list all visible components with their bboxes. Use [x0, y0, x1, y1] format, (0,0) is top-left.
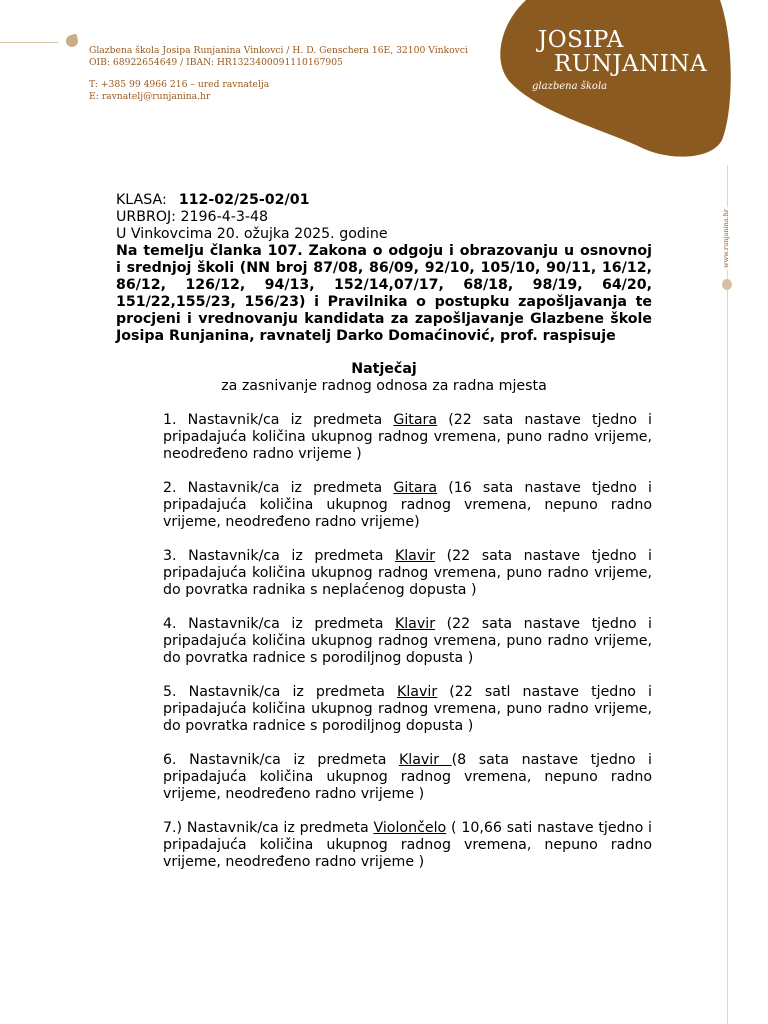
position-item — [163, 684, 652, 735]
position-item — [163, 752, 652, 803]
logo-title — [538, 28, 707, 76]
klasa-label: KLASA: — [116, 192, 167, 208]
logo-title-line2: RUNJANINA — [554, 51, 708, 77]
item-prefix: 4. Nastavnik/ca iz predmeta — [163, 616, 395, 632]
document-subheading: za zasnivanje radnog odnosa za radna mjesta — [221, 378, 547, 394]
side-divider — [727, 165, 728, 1024]
klasa-value: 112-02/25-02/01 — [178, 192, 310, 208]
decorative-line — [0, 42, 58, 43]
position-item — [163, 820, 652, 871]
urbroj: URBROJ: 2196-4-3-48 — [116, 209, 269, 225]
item-subject: Gitara — [393, 480, 438, 496]
position-item — [163, 616, 652, 667]
item-prefix: 1. Nastavnik/ca iz predmeta — [163, 412, 394, 428]
item-subject: Klavir — [398, 752, 452, 768]
position-item — [163, 480, 652, 531]
position-item — [163, 548, 652, 599]
school-address: Glazbena škola Josipa Runjanina Vinkovci / H. D. Genschera 16E, 32100 Vinkovci — [89, 45, 468, 56]
school-logo — [498, 0, 732, 158]
logo-blob — [498, 0, 732, 158]
item-details: (22 satl nastave tjedno i pripadajuća količina ukupnog radnog vremena, puno radno vrijeme, do povratka radnice s porodiljnog dopusta ) — [163, 684, 652, 734]
item-details: (16 sata nastave tjedno i pripadajuća količina ukupnog radnog vremena, nepuno radno vrijeme, neodređeno radno vrijeme) — [163, 480, 652, 530]
item-subject: Gitara — [393, 412, 438, 428]
klasa-row — [116, 192, 652, 209]
letterhead — [89, 45, 468, 102]
document-heading: Natječaj — [351, 361, 417, 377]
item-details: (22 sata nastave tjedno i pripadajuća količina ukupnog radnog vremena, puno radno vrijeme, do povratka radnice s porodiljnog dopusta ) — [163, 616, 653, 666]
school-phone: T: +385 99 4966 216 – ured ravnatelja — [89, 79, 270, 90]
item-details: (22 sata nastave tjedno i pripadajuća količina ukupnog radnog vremena, puno radno vrijeme, do povratka radnika s neplaćenog dopusta ) — [163, 548, 653, 598]
item-prefix: 6. Nastavnik/ca iz predmeta — [163, 752, 399, 768]
school-oib-iban: OIB: 68922654649 / IBAN: HR1323400091110167905 — [89, 56, 343, 68]
item-subject: Klavir — [394, 548, 436, 564]
item-prefix: 7.) Nastavnik/ca iz predmeta — [163, 820, 374, 836]
item-details: (22 sata nastave tjedno i pripadajuća količina ukupnog radnog vremena, puno radno vrijeme, neodređeno radno vrijeme ) — [163, 412, 652, 462]
item-details: ( 10,66 sati nastave tjedno i pripadajuća količina ukupnog radnog vremena, nepuno radno vrijeme, neodređeno radno vrijeme ) — [163, 820, 652, 870]
item-prefix: 2. Nastavnik/ca iz predmeta — [163, 480, 394, 496]
item-prefix: 3. Nastavnik/ca iz predmeta — [163, 548, 395, 564]
leaf-icon — [65, 34, 80, 49]
item-subject: Klavir — [394, 616, 436, 632]
intro-paragraph: Na temelju članka 107. Zakona o odgoju i obrazovanju u osnovnoj i srednjoj školi (NN broj 87/08, 86/09, 92/10, 105/10, 90/11, 16/12, 86/12, 126/12, 94/13, 152/14,07/17, 68/18, 98/19, 64/20, 151/22,155/23, 156/23) i Pravilnika o postupku zapošljavanja te procjeni i vrednovanju kandidata za zapošljavanje Glazbene škole Josipa Runjanina, ravnatelj Darko Domaćinović, prof. raspisuje — [116, 243, 652, 344]
leaf-icon — [722, 279, 732, 290]
logo-subtitle: glazbena škola — [532, 81, 608, 92]
document-date: U Vinkovcima 20. ožujka 2025. godine — [116, 226, 388, 242]
document-body — [116, 192, 652, 888]
item-prefix: 5. Nastavnik/ca iz predmeta — [163, 684, 398, 700]
item-subject: Violončelo — [373, 820, 447, 836]
position-item — [163, 412, 652, 463]
position-list — [163, 412, 652, 871]
item-subject: Klavir — [397, 684, 438, 700]
item-details: (8 sata nastave tjedno i pripadajuća količina ukupnog radnog vremena, nepuno radno vrijeme, neodređeno radno vrijeme ) — [163, 752, 652, 802]
logo-title-line1: JOSIPA — [538, 27, 624, 53]
website-url: www.runjanina.hr — [722, 208, 730, 268]
school-email: E: ravnatelj@runjanina.hr — [89, 90, 211, 102]
